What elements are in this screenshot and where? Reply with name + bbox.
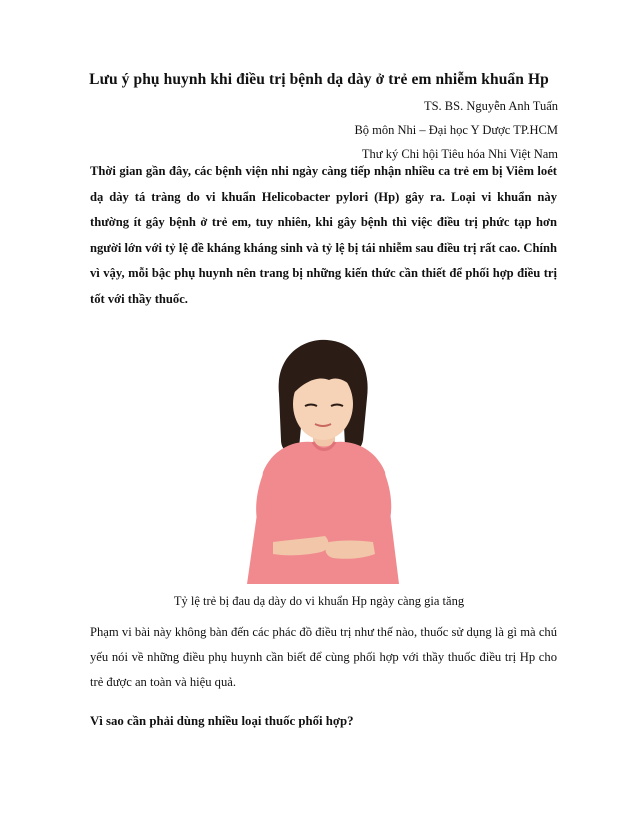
author-name: TS. BS. Nguyễn Anh Tuấn: [423, 99, 558, 113]
article-title: Lưu ý phụ huynh khi điều trị bệnh dạ dày ở trẻ em nhiễm khuẩn Hp: [89, 71, 549, 88]
intro-paragraph: [90, 159, 557, 313]
intro-text: Thời gian gần đây, các bệnh viện nhi ngày càng tiếp nhận nhiều ca trẻ em bị Viêm loét dạ dày tá tràng do vi khuẩn Helicobacter pylori (Hp) gây ra. Loại vi khuẩn này thường ít gây bệnh ở trẻ em, tuy nhiên, khi gây bệnh thì việc điều trị phức tạp hơn người lớn với tỷ lệ đề kháng kháng sinh và tỷ lệ bị tái nhiễm sau điều trị rất cao. Chính vì vậy, mỗi bậc phụ huynh nên trang bị những kiến thức cần thiết để phối hợp điều trị tốt với thầy thuốc.: [90, 164, 557, 306]
child-photo: [233, 336, 413, 584]
author-role: Thư ký Chi hội Tiêu hóa Nhi Việt Nam: [361, 147, 558, 161]
body-paragraph-text: Phạm vi bài này không bàn đến các phác đồ điều trị như thế nào, thuốc sử dụng là gì mà chú yếu nói về những điều phụ huynh cần biết để cùng phối hợp với thầy thuốc điều trị Hp cho trẻ được an toàn và hiệu quả.: [90, 625, 557, 689]
section-heading: Vì sao cần phải dùng nhiều loại thuốc phối hợp?: [90, 714, 354, 728]
body-paragraph: [90, 620, 557, 695]
image-caption: Tỷ lệ trẻ bị đau dạ dày do vi khuẩn Hp ngày càng gia tăng: [173, 594, 465, 608]
author-affiliation: Bộ môn Nhi – Đại học Y Dược TP.HCM: [354, 123, 558, 137]
